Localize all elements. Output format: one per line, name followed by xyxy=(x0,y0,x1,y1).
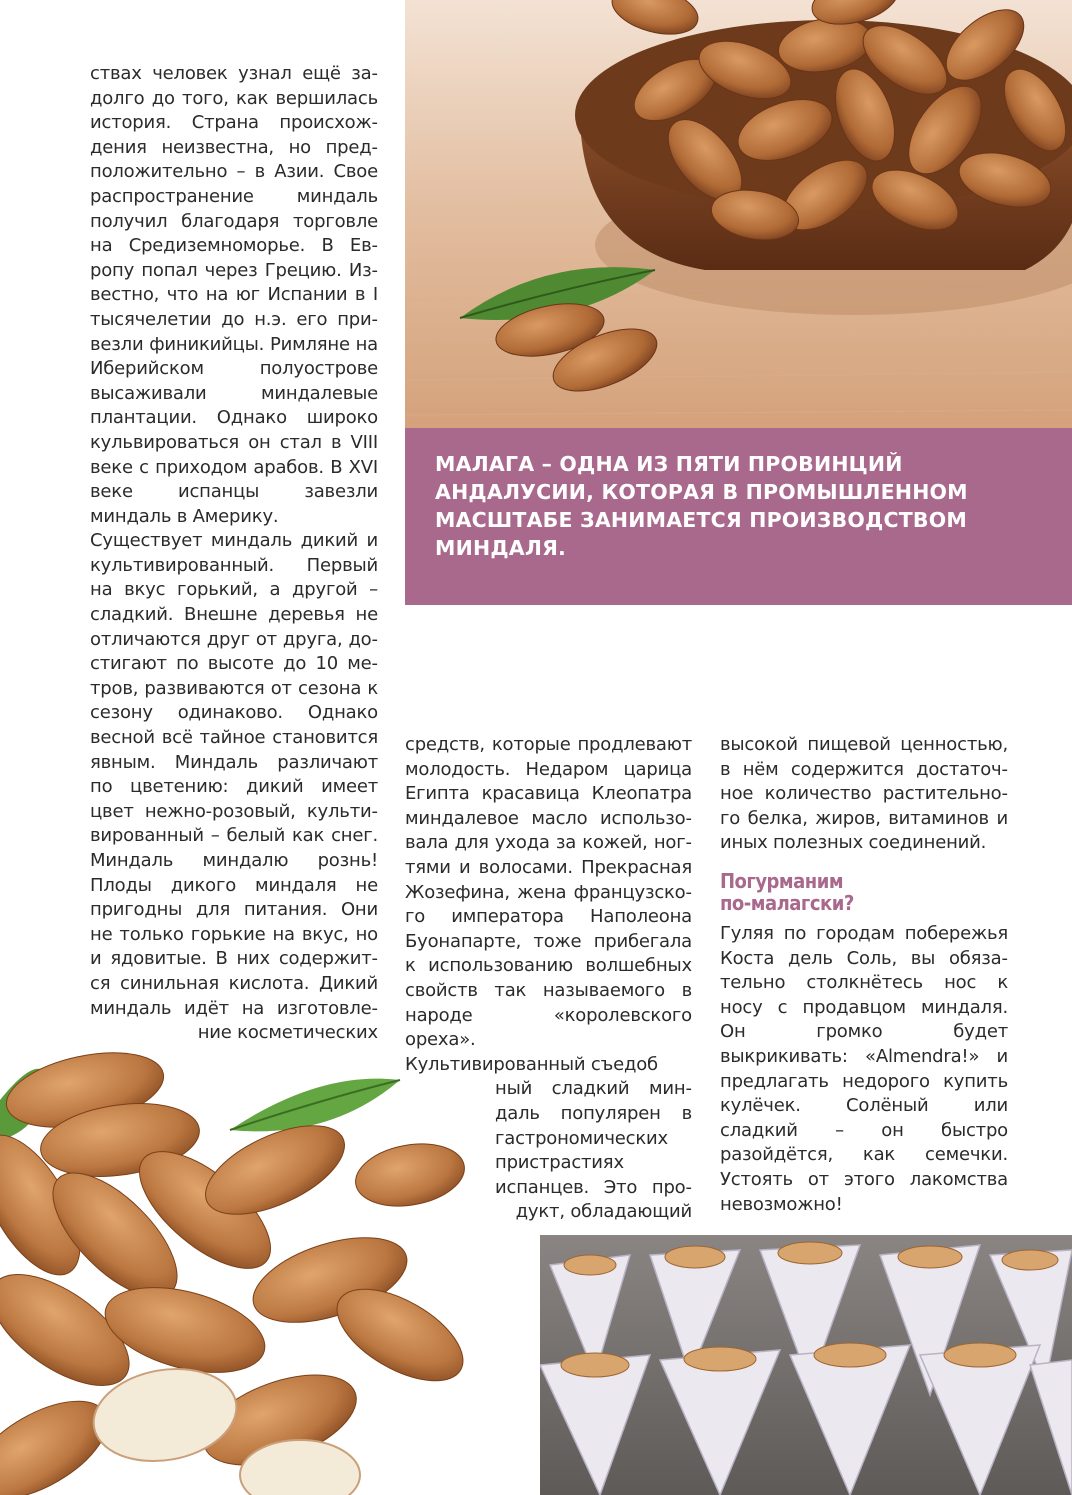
section-heading xyxy=(720,870,1008,914)
section-heading-line: по-малагски? xyxy=(720,890,854,915)
paragraph: высокой пищевой ценностью, в нём содержится достаточное количество растительного белка, жиров, витаминов и иных полезных соединений. xyxy=(720,734,1008,854)
pull-quote: МАЛАГА – ОДНА ИЗ ПЯТИ ПРОВИНЦИЙ АНДАЛУСИИ, КОТОРАЯ В ПРОМЫШЛЕННОМ МАСШТАБЕ ЗАНИМАЕТСЯ ПРОИЗВОДСТВОМ МИНДАЛЯ. xyxy=(435,452,968,560)
almond-cones-photo xyxy=(540,1235,1072,1495)
paragraph: Гуляя по городам побережья Коста дель Соль, вы обязательно столкнётесь нос к носу с продавцом миндаля. Он громко будет выкрикивать: «Almendra!» и предлагать недорого купить кулёчек. Солёный или сладкий – он быстро разойдётся, как семечки. Устоять от этого лакомства невозможно! xyxy=(720,922,1008,1215)
paragraph: средств, которые продлевают молодость. Недаром царица Египта красавица Клеопатра миндалевое масло использовала для ухода за кожей, ногтями и волосами. Прекрасная Жозефина, жена французского императора Наполеона Буонапарте, тоже прибегала к использованию волшебных свойств так называемого в народе «королевского ореха». xyxy=(405,734,692,1051)
section-heading-line: Погурманим xyxy=(720,868,844,893)
almonds-leaves-photo xyxy=(0,1030,470,1495)
text-column-1 xyxy=(90,62,378,1046)
almond-bowl-photo xyxy=(405,0,1072,428)
text-column-3 xyxy=(720,733,1008,1217)
paragraph: ствах человек узнал ещё задолго до того, как вершилась история. Страна происхождения неизвестна, но предположительно – в Азии. Свое распространение миндаль получил благодаря торговле на Средиземноморье. В Европу попал через Грецию. Известно, что на юг Испании в I тысячелетии до н.э. его привезли финикийцы. Римляне на Иберийском полуострове высаживали миндалевые плантации. Однако широко кульвироваться он стал в VIII веке с приходом арабов. В XVI веке испанцы завезли миндаль в Америку. xyxy=(90,63,378,527)
paragraph: Культивированный съедоб xyxy=(405,1053,658,1075)
paragraph: ный сладкий миндаль популярен в гастрономических пристрастиях испанцев. Это продукт, обладающий xyxy=(495,1078,692,1223)
paragraph: Существует миндаль дикий и культивированный. Первый на вкус горький, а другой – сладкий. Внешне деревья не отличаются друг от друга, достигают по высоте до 10 метров, развиваются от сезона к сезону одинаково. Однако весной всё тайное становится явным. Миндаль различают по цветению: дикий имеет цвет нежно-розовый, культивированный – белый как снег. Миндаль миндалю рознь! Плоды дикого миндаля не пригодны для питания. Они не только горькие на вкус, но и ядовитые. В них содержится синильная кислота. Дикий миндаль идёт на изготовление косметических xyxy=(90,530,378,1044)
pull-quote-box xyxy=(405,428,1072,605)
